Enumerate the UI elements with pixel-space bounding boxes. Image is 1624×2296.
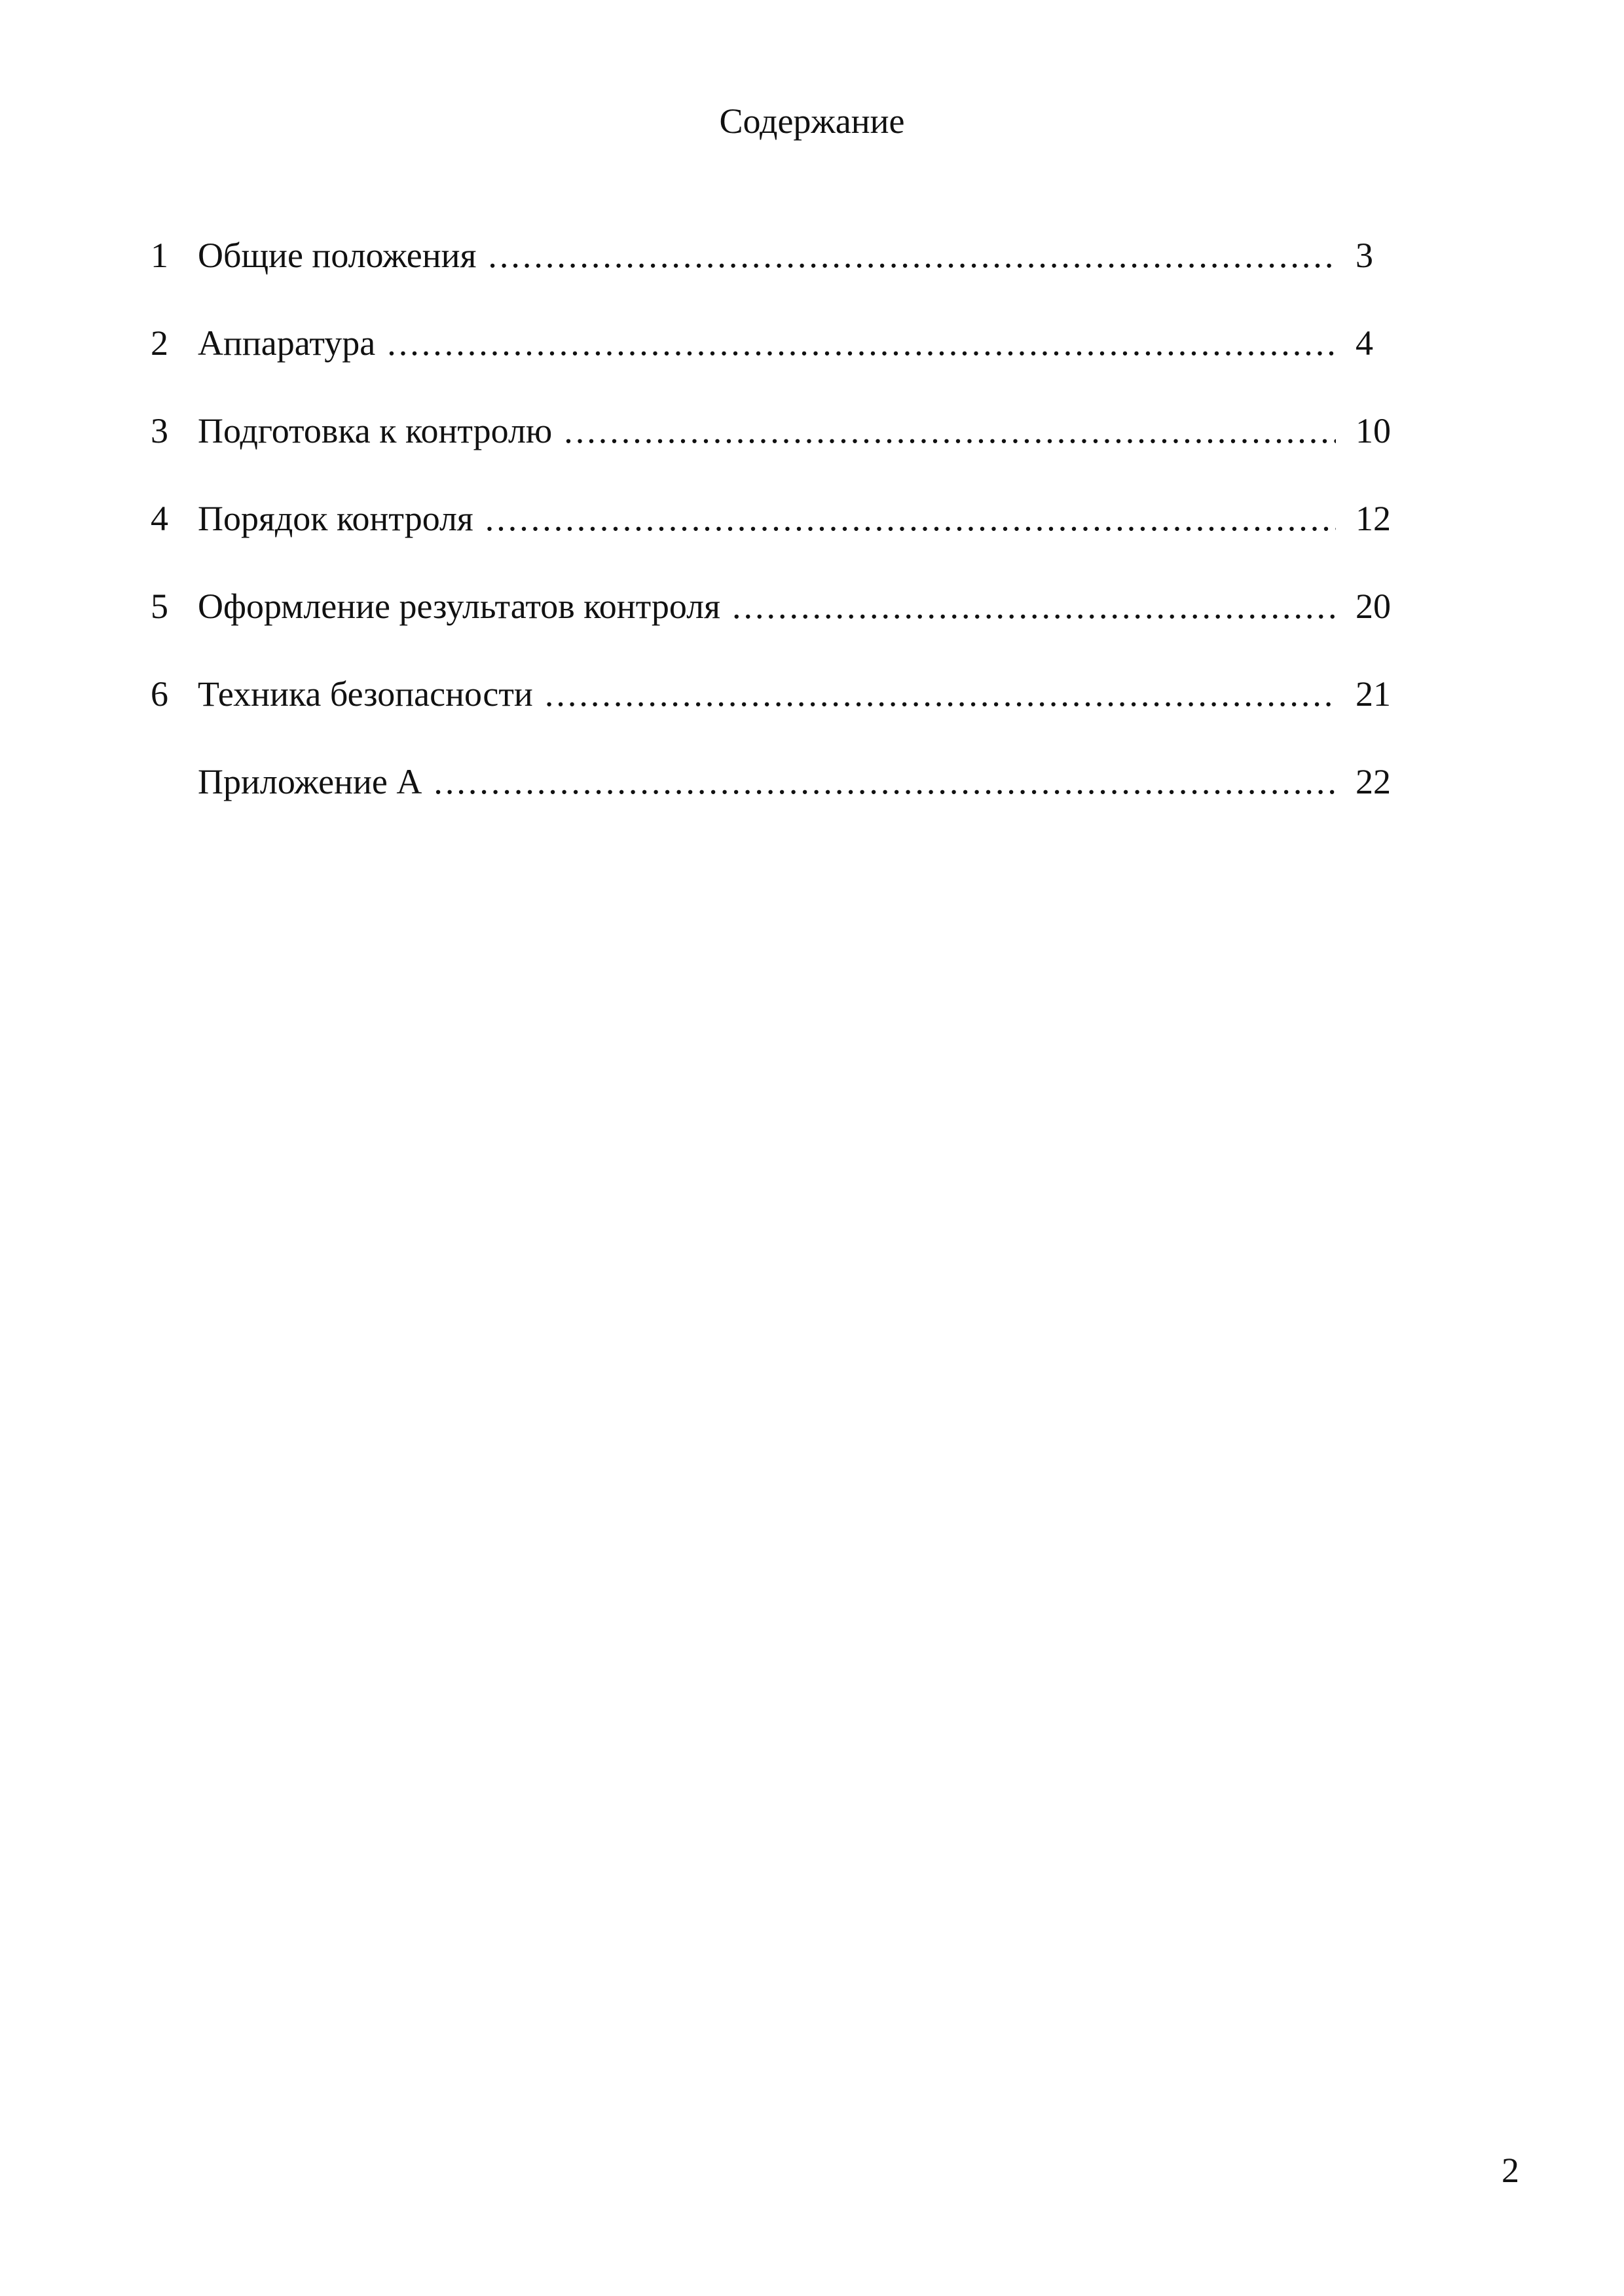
toc-entry-label: Подготовка к контролю xyxy=(198,411,553,450)
toc-dot-leader xyxy=(564,408,1336,454)
toc-dot-leader xyxy=(545,671,1336,717)
toc-entry-page: 12 xyxy=(1356,499,1391,538)
toc-entry[interactable] xyxy=(151,671,1421,759)
toc-dot-leader xyxy=(485,496,1336,541)
toc-entry-number: 3 xyxy=(151,411,168,450)
page-title: Содержание xyxy=(719,101,905,141)
toc-entry-label: Приложение А xyxy=(198,762,422,801)
toc-entry-page: 22 xyxy=(1356,762,1391,801)
toc-entry-label: Техника безопасности xyxy=(198,674,533,714)
toc-entry-label: Аппаратура xyxy=(198,323,376,363)
toc-entry-label: Порядок контроля xyxy=(198,499,473,538)
toc-entry-number: 6 xyxy=(151,674,168,714)
toc-entry-page: 4 xyxy=(1356,323,1373,363)
toc-entry-page: 10 xyxy=(1356,411,1391,450)
toc-entry-page: 3 xyxy=(1356,236,1373,275)
toc-entry-number: 2 xyxy=(151,323,168,363)
toc-entry-number: 5 xyxy=(151,587,168,626)
toc-entry[interactable] xyxy=(151,496,1421,583)
table-of-contents xyxy=(151,232,1421,847)
toc-entry[interactable] xyxy=(151,320,1421,408)
toc-entry-number: 1 xyxy=(151,236,168,275)
toc-entry[interactable] xyxy=(151,232,1421,320)
toc-entry[interactable] xyxy=(151,408,1421,496)
toc-dot-leader xyxy=(387,320,1336,366)
toc-entry-label: Общие положения xyxy=(198,236,477,275)
toc-entry-label: Оформление результатов контроля xyxy=(198,587,720,626)
toc-dot-leader xyxy=(434,759,1336,805)
toc-entry[interactable] xyxy=(151,759,1421,847)
toc-dot-leader xyxy=(732,583,1336,629)
toc-entry-page: 21 xyxy=(1356,674,1391,714)
toc-entry-number: 4 xyxy=(151,499,168,538)
page-number: 2 xyxy=(1502,2151,1519,2190)
toc-entry[interactable] xyxy=(151,583,1421,671)
toc-dot-leader xyxy=(488,232,1336,278)
toc-entry-page: 20 xyxy=(1356,587,1391,626)
